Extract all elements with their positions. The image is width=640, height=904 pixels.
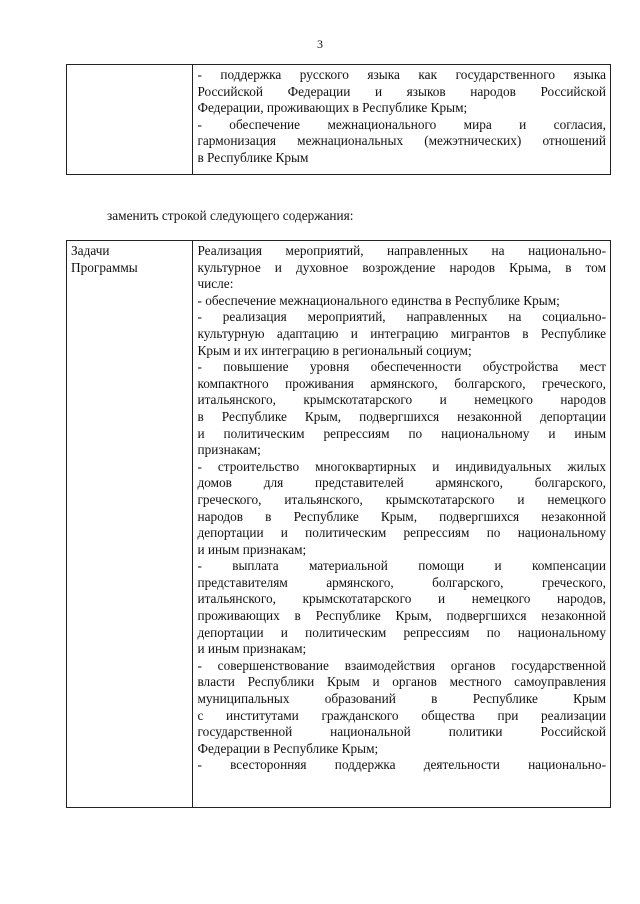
new-row-label-line: Программы bbox=[71, 259, 138, 275]
new-row-line: и политическим репрессиям по национальному и иным bbox=[197, 425, 606, 441]
old-row-line: Российской Федерации и языков народов Российской bbox=[197, 83, 606, 99]
new-row-line: культурное и духовное возрождение народов Крыма, в том bbox=[197, 259, 606, 275]
old-row-line: в Республике Крым bbox=[197, 149, 309, 165]
old-row-line: гармонизация межнациональных (межэтнических) отношений bbox=[197, 133, 606, 149]
new-row-line: и иным признакам; bbox=[197, 541, 307, 557]
new-row-line: с институтами гражданского общества при реализации bbox=[197, 707, 606, 723]
new-row-line: депортации и политическим репрессиям по национальному bbox=[197, 525, 606, 541]
new-row-line: - повышение уровня обеспеченности обустройства мест bbox=[197, 359, 606, 375]
new-row-line: муниципальных образований в Республике Крым bbox=[197, 691, 606, 707]
new-row-line: государственной национальной политики Российской bbox=[197, 724, 606, 740]
new-table-row bbox=[67, 241, 611, 808]
new-row-line: депортации и политическим репрессиям по национальному bbox=[197, 624, 606, 640]
old-table-row bbox=[67, 65, 611, 175]
new-row-line: - строительство многоквартирных и индивидуальных жилых bbox=[197, 458, 606, 474]
new-row-line: - реализация мероприятий, направленных на социально- bbox=[197, 309, 606, 325]
new-row-left-cell bbox=[67, 241, 193, 808]
new-row-line: - совершенствование взаимодействия органов государственной bbox=[197, 657, 606, 673]
new-row-line: домов для представителей армянского, болгарского, bbox=[197, 475, 606, 491]
old-row-table bbox=[66, 64, 611, 175]
new-row-line: Федерации в Республике Крым; bbox=[197, 740, 379, 756]
new-row-line: греческого, итальянского, крымскотатарского и немецкого bbox=[197, 491, 606, 507]
old-row-line: - поддержка русского языка как государственного языка bbox=[197, 67, 606, 82]
instruction-text: заменить строкой следующего содержания: bbox=[107, 208, 354, 223]
new-row-line: власти Республики Крым и органов местного самоуправления bbox=[197, 674, 606, 690]
new-row-line: представителям армянского, болгарского, греческого, bbox=[197, 574, 606, 590]
new-row-line: культурную адаптацию и интеграцию мигрантов в Республике bbox=[197, 325, 606, 341]
new-row-line: в Республике Крым, подвергшихся незаконной депортации bbox=[197, 408, 606, 424]
old-row-content-cell bbox=[193, 65, 611, 175]
old-row-left-cell bbox=[67, 65, 193, 175]
new-row-table bbox=[66, 240, 611, 808]
old-row-line: - обеспечение межнационального мира и согласия, bbox=[197, 116, 606, 132]
new-row-line: признакам; bbox=[197, 442, 261, 458]
new-row-content-cell bbox=[193, 241, 611, 808]
new-row-line: компактного проживания армянского, болгарского, греческого, bbox=[197, 375, 606, 391]
new-row-line: - выплата материальной помощи и компенсации bbox=[197, 558, 606, 574]
new-row-line: Реализация мероприятий, направленных на национально- bbox=[197, 243, 606, 258]
new-row-line: Крым и их интеграцию в региональный социум; bbox=[197, 342, 472, 358]
new-row-line: итальянского, крымскотатарского и немецкого народов bbox=[197, 392, 606, 408]
new-row-line: народов в Республике Крым, подвергшихся незаконной bbox=[197, 508, 606, 524]
page-number: 3 bbox=[317, 37, 323, 51]
old-row-line: Федерации, проживающих в Республике Крым; bbox=[197, 100, 468, 116]
new-row-label-line: Задачи bbox=[71, 243, 110, 258]
new-row-line: и иным признакам; bbox=[197, 641, 307, 657]
new-row-line: - всесторонняя поддержка деятельности национально- bbox=[197, 757, 606, 773]
new-row-line: проживающих в Республике Крым, подвергшихся незаконной bbox=[197, 608, 606, 624]
new-row-line: итальянского, крымскотатарского и немецкого народов, bbox=[197, 591, 606, 607]
new-row-line: - обеспечение межнационального единства в Республике Крым; bbox=[197, 292, 560, 308]
new-row-line: числе: bbox=[197, 276, 234, 292]
